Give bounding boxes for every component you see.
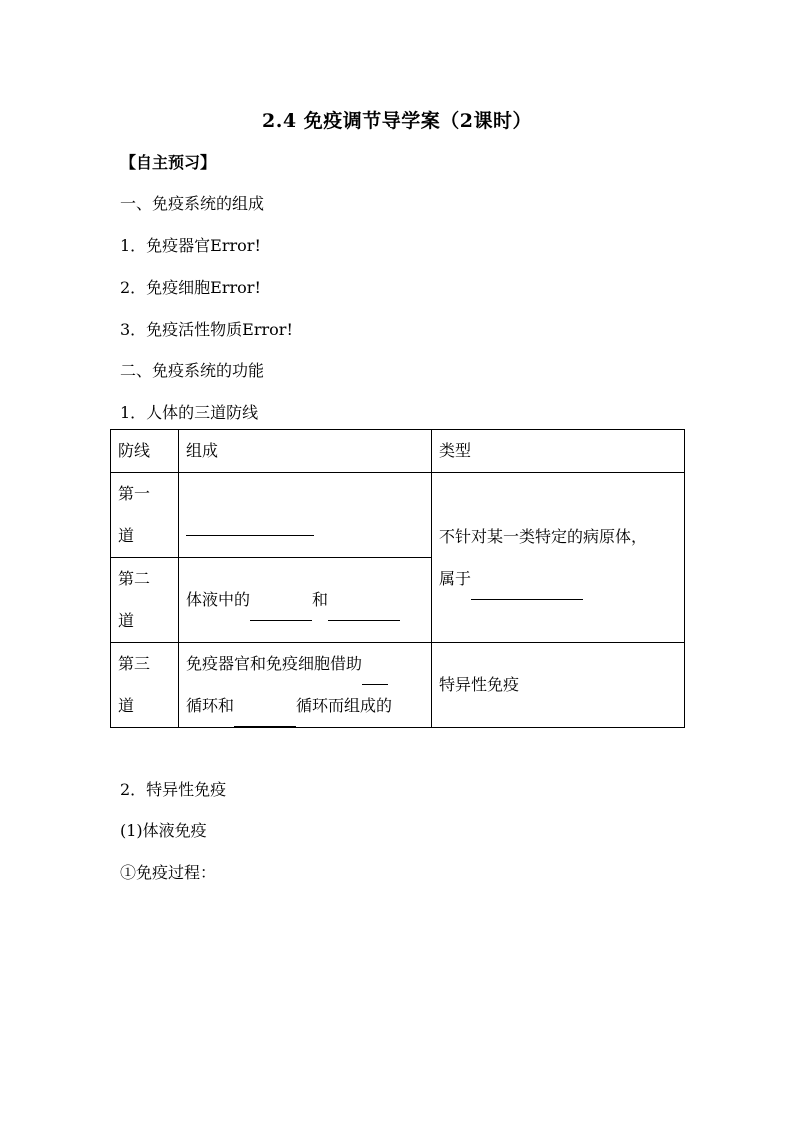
part3-sub2-1-a: ①免疫过程： — [120, 863, 217, 882]
defense-table — [110, 429, 685, 728]
row1-composition — [179, 473, 432, 558]
blank-field — [186, 517, 314, 536]
table-row — [111, 473, 685, 558]
nonspecific-type-cell: 不针对某一类特定的病原体， 属于 — [432, 473, 685, 643]
header-type: 类型 — [432, 430, 685, 473]
section-self-study: 【自主预习】 — [120, 153, 217, 172]
part1-item-1: 1．免疫器官Error! — [120, 236, 261, 255]
part2-heading: 二、免疫系统的功能 — [120, 361, 265, 380]
header-composition: 组成 — [179, 430, 432, 473]
row2-defense: 第二 道 — [111, 558, 179, 643]
row1-defense: 第一 道 — [111, 473, 179, 558]
row3-type: 特异性免疫 — [432, 643, 685, 728]
row3-composition: 免疫器官和免疫细胞借助 循环和 循环而组成的 — [179, 643, 432, 728]
part1-item-2: 2．免疫细胞Error! — [120, 278, 261, 297]
row3-defense: 第三 道 — [111, 643, 179, 728]
blank-field — [362, 666, 388, 685]
part2-sub1: 1．人体的三道防线 — [120, 403, 259, 422]
table-header-row — [111, 430, 685, 473]
part1-heading: 一、免疫系统的组成 — [120, 194, 265, 213]
part3-sub2: 2．特异性免疫 — [120, 780, 227, 799]
page-title: 2.4 免疫调节导学案（2课时） — [262, 110, 532, 132]
blank-field — [234, 708, 296, 727]
blank-field — [471, 581, 583, 600]
part1-item-3: 3．免疫活性物质Error! — [120, 320, 293, 339]
blank-field — [328, 602, 400, 621]
part3-sub2-1: (1)体液免疫 — [120, 821, 207, 840]
row2-composition: 体液中的 和 — [179, 558, 432, 643]
header-defense: 防线 — [111, 430, 179, 473]
table-row — [111, 643, 685, 728]
blank-field — [250, 602, 312, 621]
